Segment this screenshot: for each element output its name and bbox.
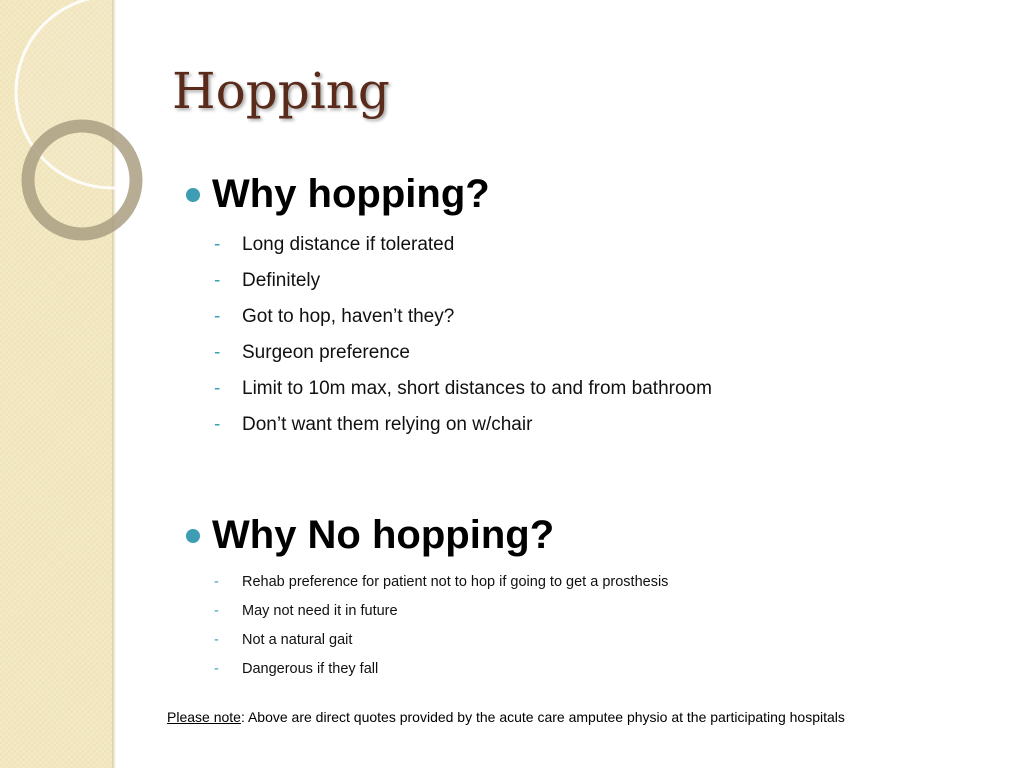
dash-marker: -: [214, 234, 221, 255]
list-item-text: Surgeon preference: [242, 342, 410, 363]
section-heading-text: Why No hopping?: [212, 513, 555, 557]
list-item-text: Rehab preference for patient not to hop if going to get a prosthesis: [242, 574, 669, 590]
why-no-hopping-list: [214, 572, 668, 688]
list-item: [214, 601, 668, 630]
dash-marker: -: [214, 661, 219, 677]
dash-marker: -: [214, 632, 219, 648]
list-item: [214, 572, 668, 601]
list-item-text: Definitely: [242, 270, 321, 291]
section-heading-text: Why hopping?: [212, 172, 490, 216]
list-item-text: Don’t want them relying on w/chair: [242, 414, 533, 435]
footnote-text: : Above are direct quotes provided by the acute care amputee physio at the participating hospitals: [240, 709, 845, 725]
why-hopping-list: [214, 233, 712, 449]
list-item: [214, 269, 712, 305]
bullet-dot-icon: [186, 188, 200, 202]
list-item-text: Got to hop, haven’t they?: [242, 306, 455, 327]
dash-marker: -: [214, 306, 221, 327]
list-item-text: Not a natural gait: [242, 632, 353, 648]
list-item-text: Dangerous if they fall: [242, 661, 379, 677]
list-item: [214, 659, 668, 688]
dash-marker: -: [214, 270, 221, 291]
slide-title: Hopping: [172, 62, 390, 120]
footnote-label: Please note: [167, 709, 241, 725]
list-item-text: May not need it in future: [242, 603, 398, 619]
list-item: [214, 341, 712, 377]
list-item: [214, 413, 712, 449]
list-item-text: Long distance if tolerated: [242, 234, 455, 255]
section-heading-why-no-hopping: [186, 513, 554, 558]
list-item: [214, 630, 668, 659]
list-item-text: Limit to 10m max, short distances to and from bathroom: [242, 378, 712, 399]
dash-marker: -: [214, 342, 221, 363]
dash-marker: -: [214, 603, 219, 619]
dash-marker: -: [214, 414, 221, 435]
decorative-circles: [0, 0, 200, 260]
dash-marker: -: [214, 378, 221, 399]
footnote: [167, 709, 845, 725]
list-item: [214, 233, 712, 269]
list-item: [214, 377, 712, 413]
dash-marker: -: [214, 574, 219, 590]
bullet-dot-icon: [186, 529, 200, 543]
list-item: [214, 305, 712, 341]
section-heading-why-hopping: [186, 172, 490, 217]
